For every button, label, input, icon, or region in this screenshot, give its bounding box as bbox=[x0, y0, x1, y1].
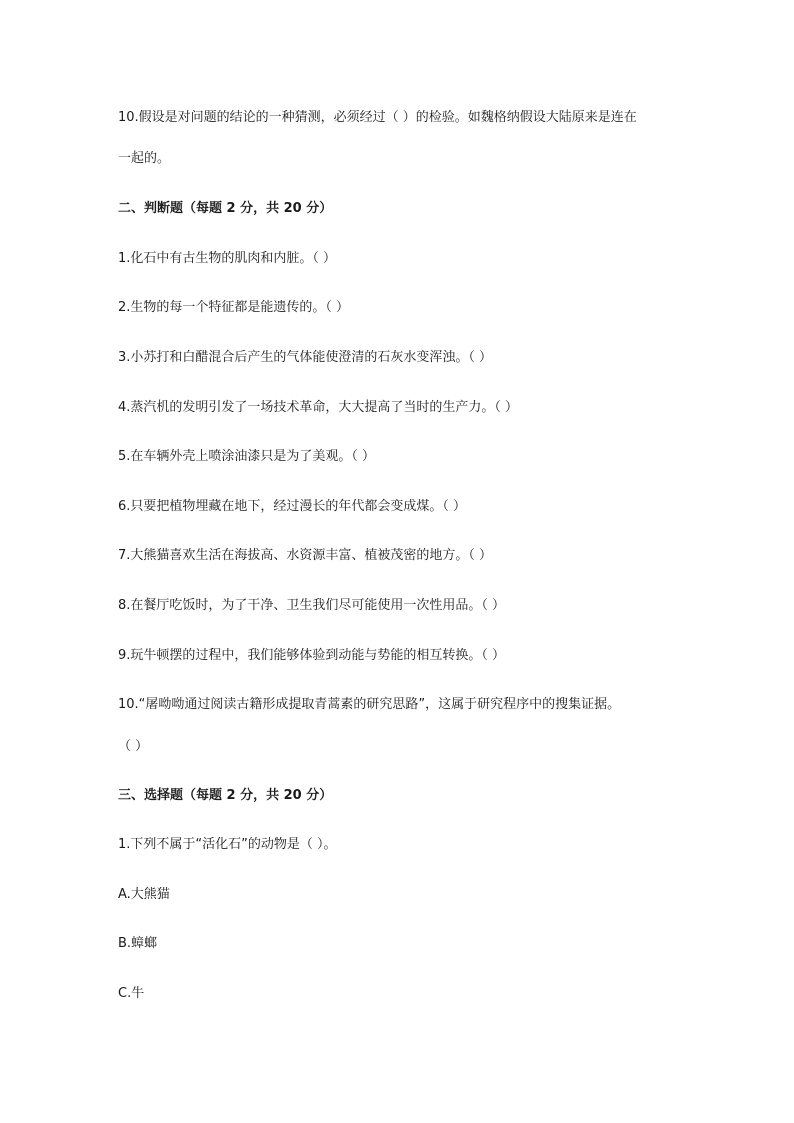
judgement-item-8: 8.在餐厅吃饭时，为了干净、卫生我们尽可能使用一次性用品。（ ） bbox=[118, 598, 506, 613]
judgement-item-1: 1.化石中有古生物的肌肉和内脏。（ ） bbox=[118, 251, 337, 266]
question-10-line-1: 10.假设是对问题的结论的一种猜测，必须经过（ ）的检验。如魏格纳假设大陆原来是连在 bbox=[118, 110, 637, 125]
judgement-item-9: 9.玩牛顿摆的过程中，我们能够体验到动能与势能的相互转换。（ ） bbox=[118, 648, 506, 663]
section-3-heading: 三、选择题（每题 2 分，共 20 分） bbox=[118, 788, 333, 803]
choice-question-1: 1.下列不属于“活化石”的动物是（ ）。 bbox=[118, 837, 337, 852]
judgement-item-10-bracket: （ ） bbox=[118, 739, 149, 754]
choice-option-b: B.蟑螂 bbox=[118, 936, 158, 951]
choice-option-a: A.大熊猫 bbox=[118, 887, 170, 902]
judgement-item-6: 6.只要把植物埋藏在地下，经过漫长的年代都会变成煤。（ ） bbox=[118, 499, 467, 514]
question-10-line-2: 一起的。 bbox=[118, 151, 171, 166]
judgement-item-10: 10.“屠呦呦通过阅读古籍形成提取青蒿素的研究思路”，这属于研究程序中的搜集证据。 bbox=[118, 697, 621, 712]
judgement-item-4: 4.蒸汽机的发明引发了一场技术革命，大大提高了当时的生产力。（ ） bbox=[118, 400, 519, 415]
judgement-item-3: 3.小苏打和白醋混合后产生的气体能使澄清的石灰水变浑浊。（ ） bbox=[118, 350, 493, 365]
judgement-item-5: 5.在车辆外壳上喷涂油漆只是为了美观。（ ） bbox=[118, 449, 376, 464]
choice-option-c: C.牛 bbox=[118, 986, 145, 1001]
judgement-item-7: 7.大熊猫喜欢生活在海拔高、水资源丰富、植被茂密的地方。（ ） bbox=[118, 548, 493, 563]
judgement-item-2: 2.生物的每一个特征都是能遗传的。（ ） bbox=[118, 300, 350, 315]
section-2-heading: 二、判断题（每题 2 分，共 20 分） bbox=[118, 201, 333, 216]
